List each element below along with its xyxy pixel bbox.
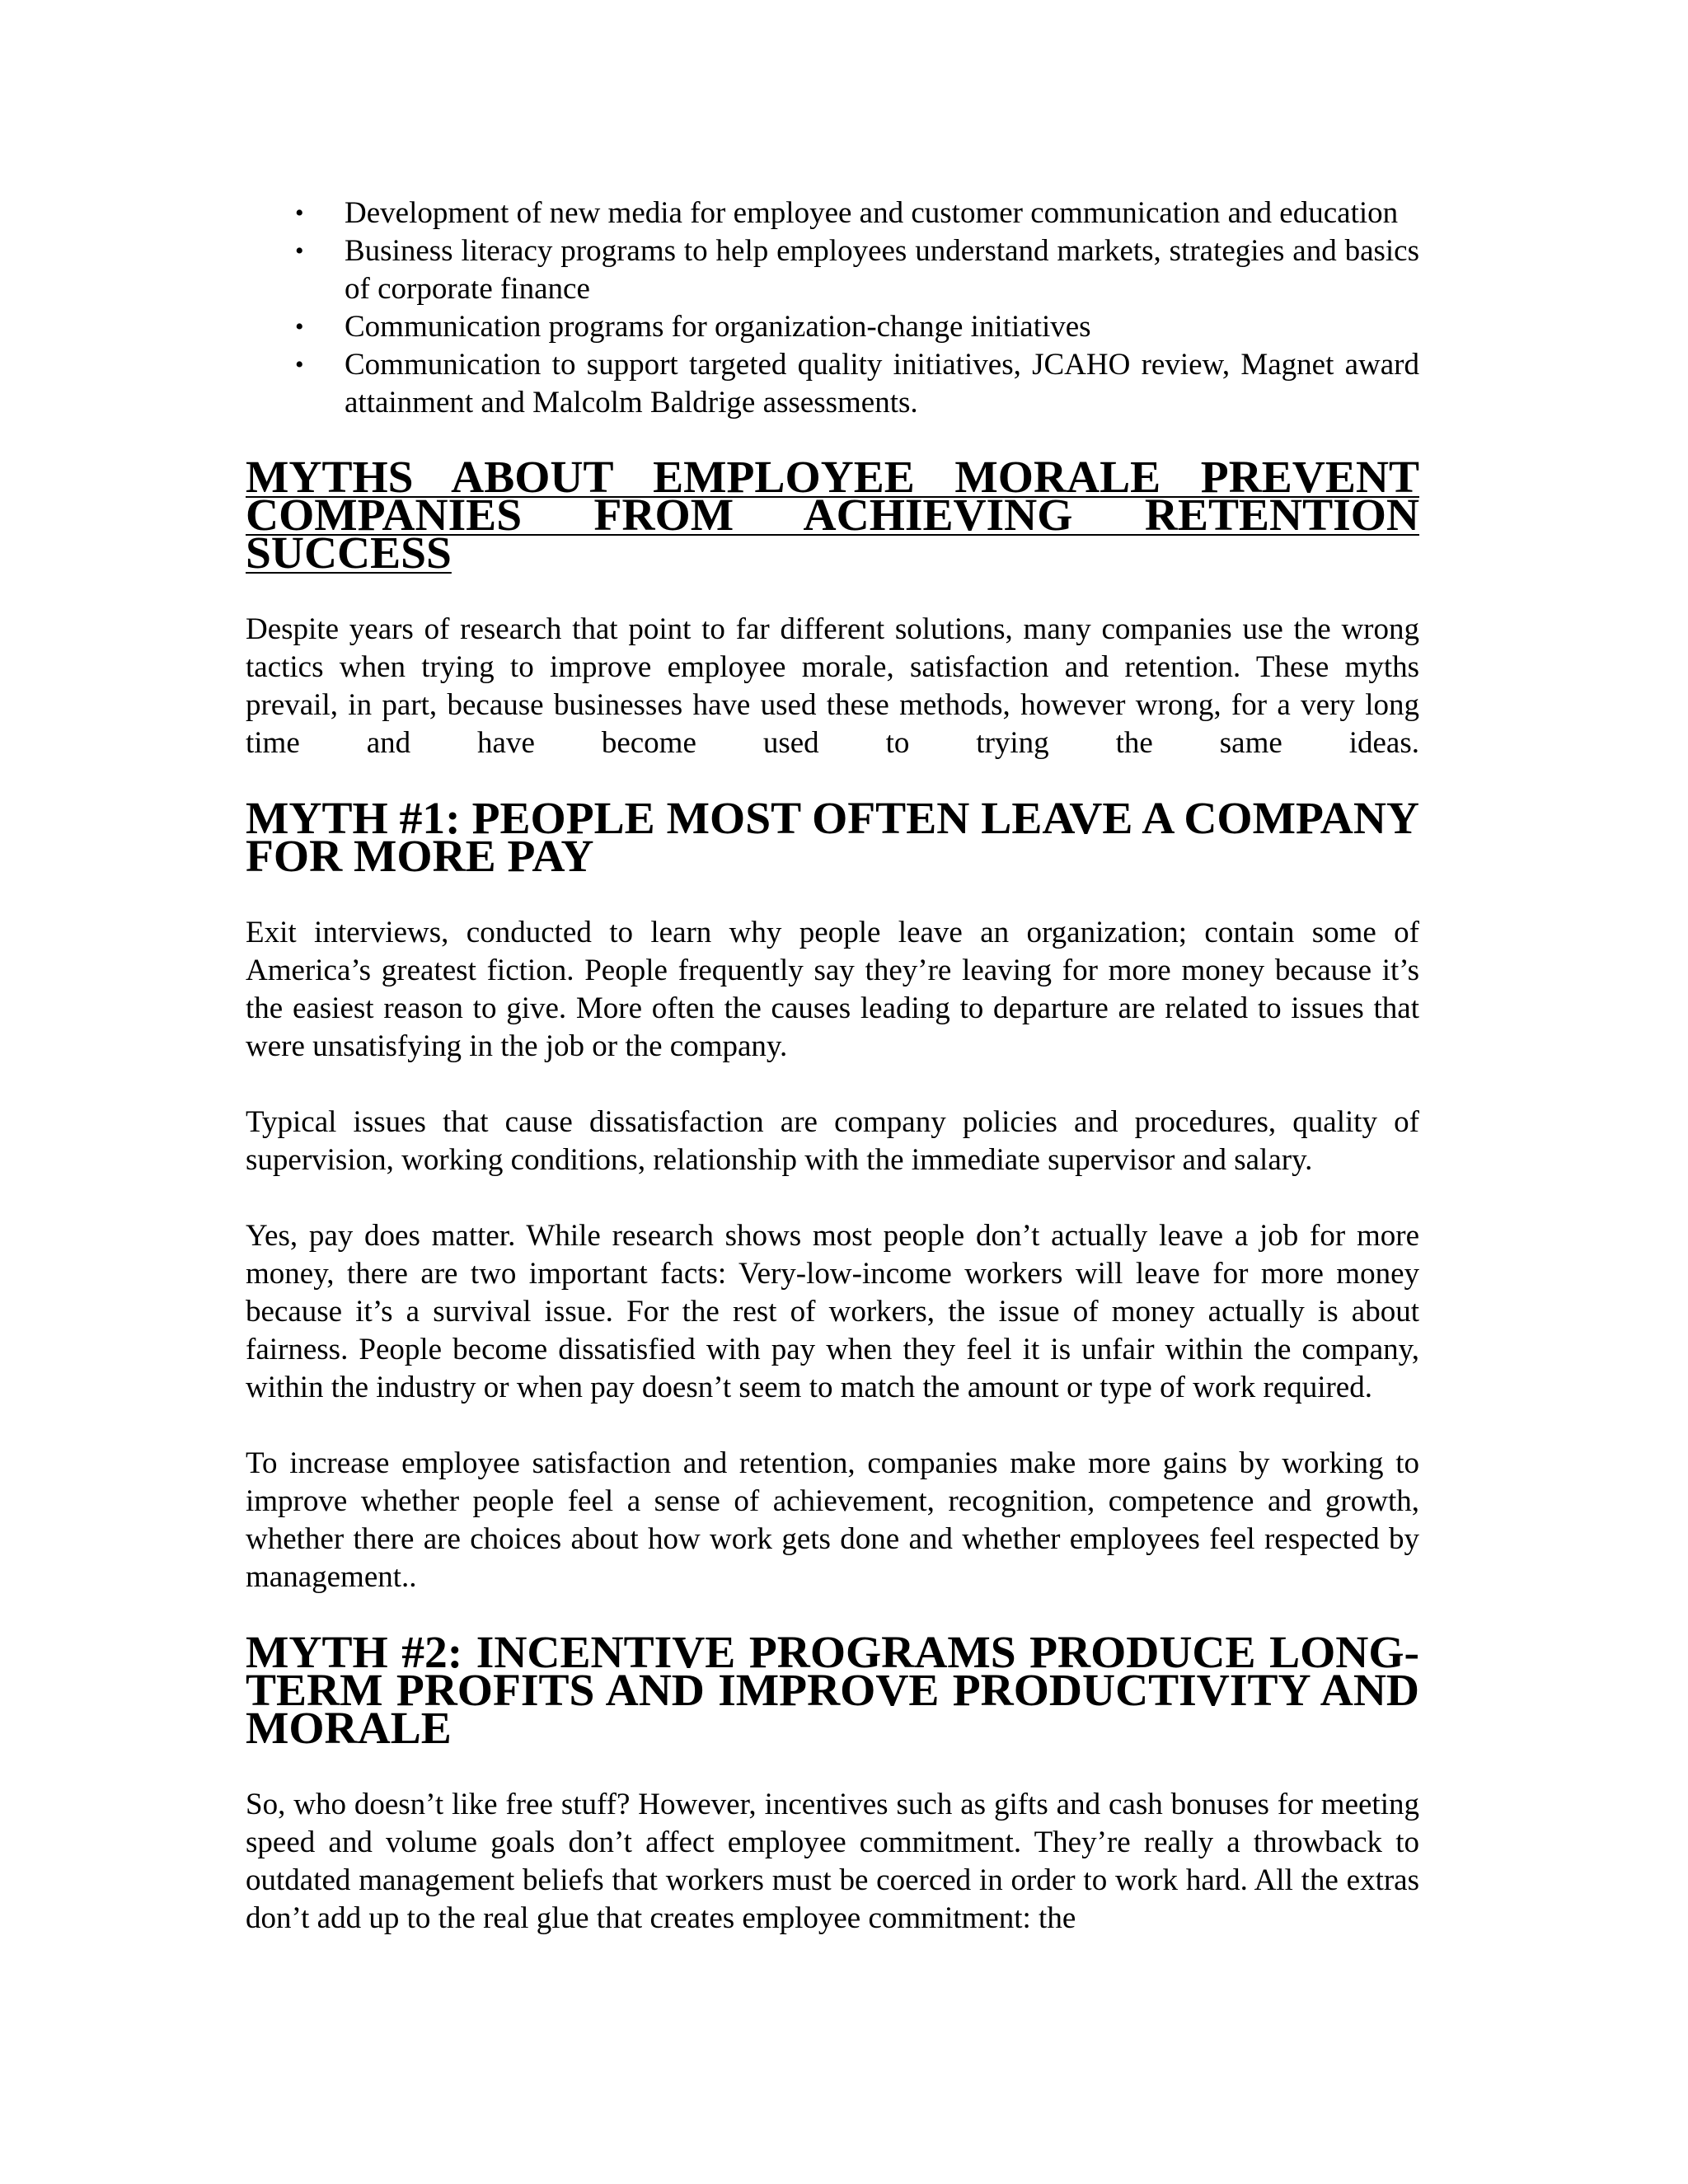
bullet-icon: • (295, 199, 304, 227)
myth1-paragraph-3: Yes, pay does matter. While research shows most people don’t actually leave a job for more money, there are two important facts: Very-low-income workers will leave for more money because it’s a survival issue. For the rest of workers, the issue of money actually is about fairness. People become dissatisfied with pay when they feel it is unfair within the company, within the industry or when pay doesn’t seem to match the amount or type of work required. (246, 1219, 1419, 1404)
bullet-icon: • (295, 237, 304, 265)
bullet-item (246, 194, 1419, 232)
document-page (246, 194, 1419, 1938)
myth1-paragraph-1: Exit interviews, conducted to learn why people leave an organization; contain some of America’s greatest fiction. People frequently say they’re leaving for more money because it’s the easiest reason to give. More often the causes leading to departure are related to issues that were unsatisfying in the job or the company. (246, 916, 1419, 1063)
bullet-icon: • (295, 313, 304, 340)
bullet-text: Communication to support targeted quality initiatives, JCAHO review, Magnet award attainment and Malcolm Baldrige assessments. (345, 348, 1419, 419)
bullet-item (246, 232, 1419, 308)
bullet-icon: • (295, 351, 304, 378)
myth1-paragraph-2: Typical issues that cause dissatisfaction are company policies and procedures, quality of supervision, working conditions, relationship with the immediate supervisor and salary. (246, 1105, 1419, 1177)
bullet-text: Development of new media for employee and customer communication and education (345, 196, 1399, 230)
bullet-item (246, 308, 1419, 346)
myth2-paragraph-1: So, who doesn’t like free stuff? However, incentives such as gifts and cash bonuses for meeting speed and volume goals don’t affect employee commitment. They’re really a throwback to outdated management beliefs that workers must be coerced in order to work hard. All the extras don’t add up to the real glue that creates employee commitment: the (246, 1788, 1419, 1935)
bullet-text: Business literacy programs to help employees understand markets, strategies and basics of corporate finance (345, 234, 1419, 306)
section-intro-paragraph: Despite years of research that point to far different solutions, many companies use the wrong tactics when trying to improve employee morale, satisfaction and retention. These myths prevail, in part, because businesses have used these methods, however wrong, for a very long time and have become used to trying the same ideas. (246, 612, 1419, 760)
bullet-item (246, 346, 1419, 422)
myth1-paragraph-4: To increase employee satisfaction and retention, companies make more gains by working to improve whether people feel a sense of achievement, recognition, competence and growth, whether there are choices about how work gets done and whether employees feel respected by management.. (246, 1446, 1419, 1594)
bullet-list (246, 194, 1419, 422)
bullet-text: Communication programs for organization-change initiatives (345, 310, 1091, 344)
myth2-heading: MYTH #2: INCENTIVE PROGRAMS PRODUCE LONG-TERM PROFITS AND IMPROVE PRODUCTIVITY AND MORALE (246, 1628, 1419, 1754)
myth1-heading: MYTH #1: PEOPLE MOST OFTEN LEAVE A COMPANY FOR MORE PAY (246, 794, 1419, 882)
section-heading: MYTHS ABOUT EMPLOYEE MORALE PREVENT COMPANIES FROM ACHIEVING RETENTION SUCCESS (246, 452, 1419, 579)
